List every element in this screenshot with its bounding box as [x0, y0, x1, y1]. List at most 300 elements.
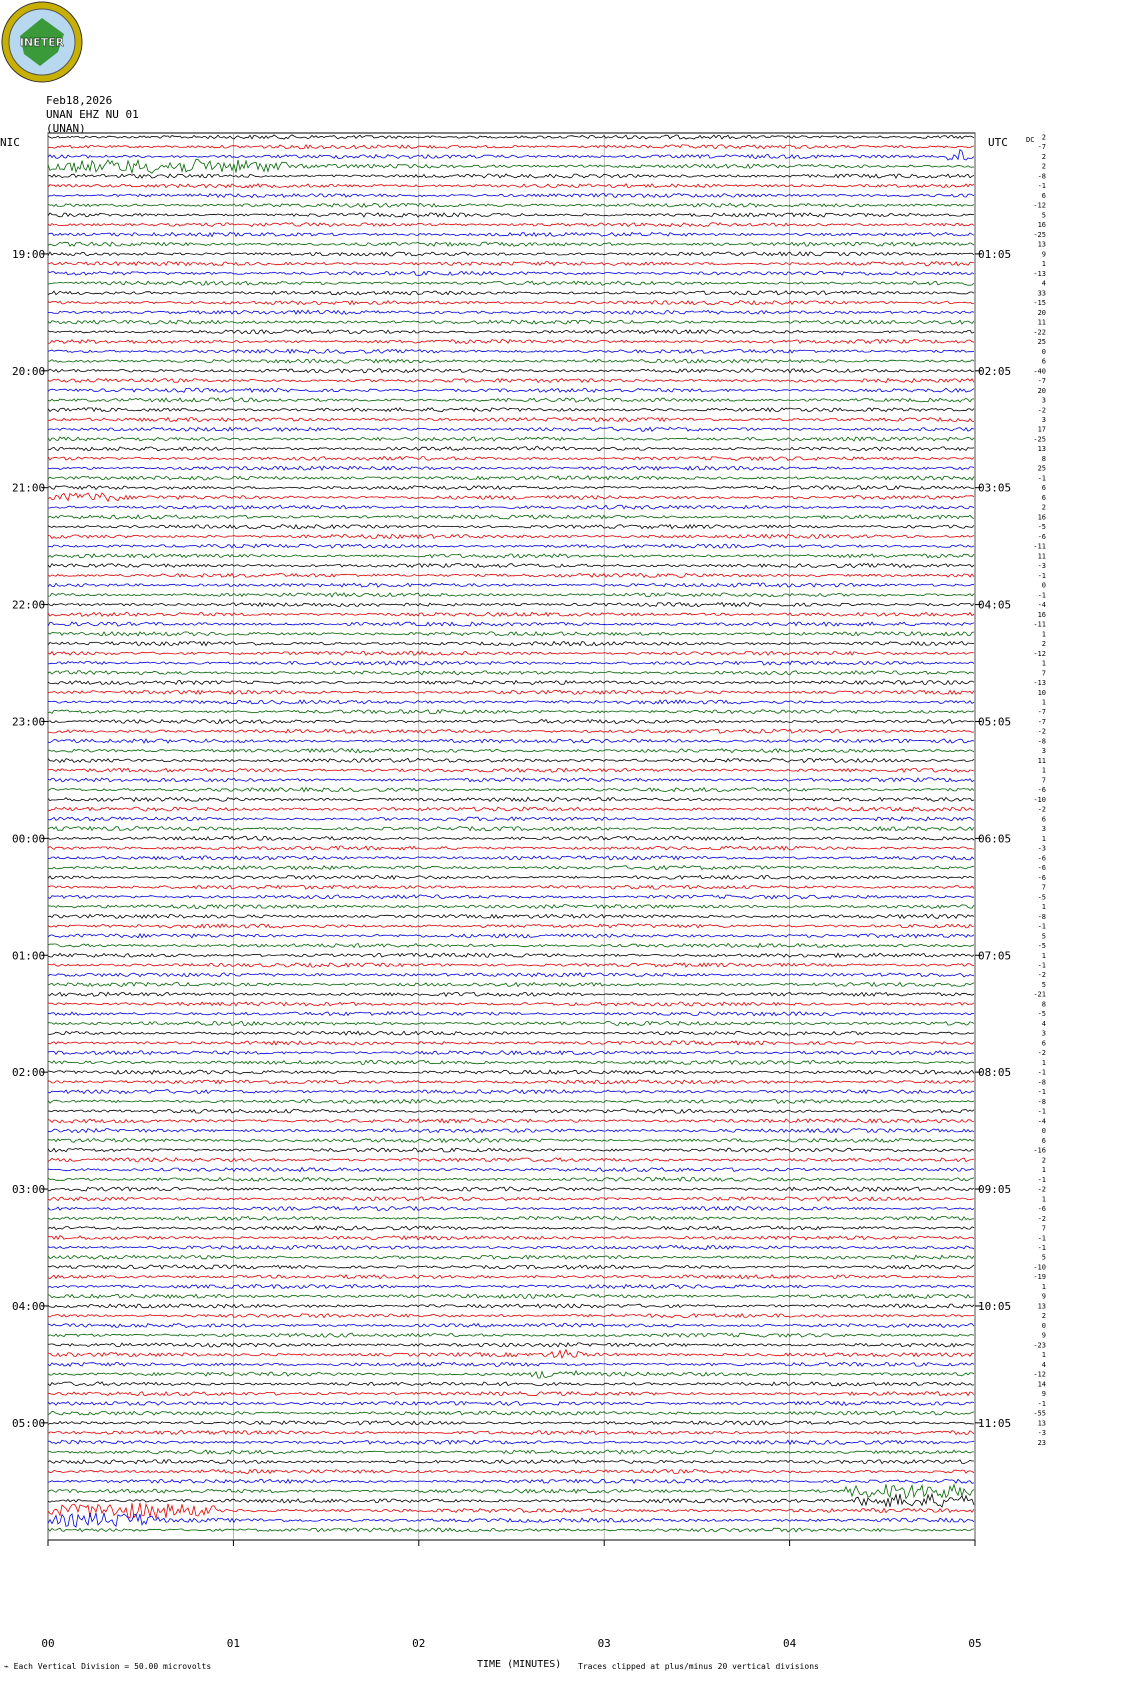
dc-offset-label: -1 — [1037, 1088, 1046, 1097]
left-hour-label: 21:00 — [12, 481, 46, 495]
seismic-trace — [48, 1479, 974, 1483]
seismic-trace — [48, 739, 974, 743]
dc-offset-label: 3 — [1041, 1029, 1046, 1038]
seismic-trace — [48, 262, 974, 266]
seismic-trace — [48, 1484, 974, 1498]
seismic-trace — [48, 1294, 974, 1298]
seismic-trace — [48, 359, 974, 363]
seismic-trace — [48, 1060, 974, 1064]
dc-offset-label: 8 — [1041, 454, 1046, 463]
seismic-trace — [48, 593, 974, 597]
seismic-trace — [48, 690, 974, 694]
dc-offset-label: -12 — [1033, 649, 1046, 658]
dc-offset-label: 7 — [1041, 669, 1046, 678]
seismic-trace — [48, 505, 974, 509]
dc-offset-label: -21 — [1033, 990, 1046, 999]
seismic-trace — [48, 749, 974, 753]
seismic-trace — [48, 710, 974, 714]
seismic-trace — [48, 1099, 974, 1103]
right-hour-label: 03:05 — [978, 481, 1012, 495]
seismic-trace — [48, 1051, 974, 1055]
seismic-trace — [48, 369, 974, 373]
seismic-trace — [48, 1343, 974, 1347]
seismic-trace — [48, 1392, 974, 1396]
dc-offset-label: -5 — [1037, 893, 1046, 902]
seismic-trace — [48, 525, 974, 529]
dc-offset-label: -1 — [1037, 1175, 1046, 1184]
dc-offset-label: 0 — [1041, 1127, 1046, 1136]
dc-offset-label: -15 — [1033, 299, 1046, 308]
plot-frame — [48, 133, 975, 1540]
logo-text: INETER — [19, 36, 65, 49]
dc-offset-label: -6 — [1037, 786, 1046, 795]
seismic-trace — [48, 720, 974, 724]
seismic-trace — [48, 281, 974, 285]
seismic-trace — [48, 252, 974, 256]
dc-offset-label: -2 — [1037, 1185, 1046, 1194]
seismic-trace — [48, 330, 974, 334]
seismic-trace — [48, 564, 974, 568]
dc-offset-label: 1 — [1041, 698, 1046, 707]
seismic-trace — [48, 456, 974, 460]
dc-offset-label: 2 — [1041, 1312, 1046, 1321]
dc-offset-label: 11 — [1037, 552, 1046, 561]
dc-offset-label: -6 — [1037, 532, 1046, 541]
seismic-trace — [48, 953, 974, 957]
seismic-trace — [48, 159, 974, 173]
dc-offset-label: 6 — [1041, 493, 1046, 502]
dc-offset-label: 6 — [1041, 1039, 1046, 1048]
dc-offset-label: 1 — [1041, 1195, 1046, 1204]
left-hour-label: 23:00 — [12, 715, 46, 729]
dc-offset-label: -1 — [1037, 182, 1046, 191]
seismic-trace — [48, 1460, 974, 1464]
dc-offset-label: -8 — [1037, 172, 1046, 181]
seismic-trace — [48, 1041, 974, 1045]
dc-offset-label: 13 — [1037, 1419, 1046, 1428]
dc-offset-label: -2 — [1037, 1214, 1046, 1223]
seismic-trace — [48, 1382, 974, 1386]
x-tick-label: 05 — [968, 1637, 982, 1650]
seismic-trace — [48, 885, 974, 889]
seismic-trace — [48, 349, 974, 353]
seismic-trace — [48, 1138, 974, 1142]
seismic-trace — [48, 924, 974, 928]
seismic-trace — [48, 213, 974, 217]
seismic-trace — [48, 1070, 974, 1074]
dc-offset-label: -40 — [1033, 367, 1046, 376]
seismic-trace — [48, 310, 974, 314]
dc-offset-label: 3 — [1041, 825, 1046, 834]
seismic-trace — [48, 1207, 974, 1211]
dc-offset-label: 3 — [1041, 747, 1046, 756]
scale-note-text: Each Vertical Division = 50.00 microvolts — [13, 1662, 212, 1671]
dc-offset-label: -6 — [1037, 1205, 1046, 1214]
dc-offset-label: -23 — [1033, 1341, 1046, 1350]
x-tick-label: 03 — [597, 1637, 611, 1650]
seismic-trace — [48, 466, 974, 470]
right-hour-label: 09:05 — [978, 1183, 1012, 1197]
dc-offset-label: 33 — [1037, 289, 1046, 298]
seismic-trace — [48, 1236, 974, 1240]
seismic-trace — [48, 1255, 974, 1259]
x-tick-label: 04 — [782, 1637, 797, 1650]
dc-offset-label: 4 — [1041, 1360, 1046, 1369]
dc-offset-label: 7 — [1041, 1224, 1046, 1233]
left-hour-label: 22:00 — [12, 598, 46, 612]
seismic-trace — [48, 1323, 974, 1327]
seismic-trace — [48, 1148, 974, 1152]
seismic-trace — [48, 1012, 974, 1016]
seismic-trace — [48, 408, 974, 412]
dc-offset-label: 14 — [1037, 1380, 1046, 1389]
dc-offset-label: -1 — [1037, 961, 1046, 970]
seismic-trace — [48, 632, 974, 636]
station-channel: UNAN EHZ NU 01 — [46, 108, 139, 121]
seismic-trace — [48, 1350, 974, 1358]
seismic-trace — [48, 301, 974, 305]
seismic-trace — [48, 661, 974, 665]
dc-offset-label: 6 — [1041, 357, 1046, 366]
dc-offset-label: -4 — [1037, 601, 1046, 610]
dc-offset-label: -4 — [1037, 1117, 1046, 1126]
dc-offset-label: -1 — [1037, 474, 1046, 483]
seismic-trace — [48, 1158, 974, 1162]
dc-offset-label: -2 — [1037, 406, 1046, 415]
left-hour-label: 00:00 — [12, 832, 46, 846]
seismic-trace — [48, 534, 974, 538]
seismic-trace — [48, 583, 974, 587]
dc-offset-label: 1 — [1041, 1282, 1046, 1291]
seismic-trace — [48, 671, 974, 675]
left-hour-label: 02:00 — [12, 1066, 46, 1080]
dc-offset-label: -6 — [1037, 873, 1046, 882]
dc-offset-label: 6 — [1041, 191, 1046, 200]
seismic-trace — [48, 1031, 974, 1035]
seismic-trace — [48, 846, 974, 850]
dc-offset-label: -12 — [1033, 1370, 1046, 1379]
seismic-trace — [48, 992, 974, 996]
dc-offset-label: 13 — [1037, 445, 1046, 454]
left-hour-label: 19:00 — [12, 247, 46, 261]
dc-offset-label: 16 — [1037, 610, 1046, 619]
seismic-trace — [48, 768, 974, 772]
seismic-trace — [48, 1314, 974, 1318]
dc-offset-label: 9 — [1041, 1331, 1046, 1340]
seismic-trace — [48, 982, 974, 986]
dc-offset-label: 13 — [1037, 240, 1046, 249]
dc-offset-label: -13 — [1033, 269, 1046, 278]
left-timezone: NIC — [0, 136, 20, 149]
seismic-trace — [48, 1216, 974, 1220]
dc-offset-label: 9 — [1041, 1292, 1046, 1301]
dc-offset-label: -1 — [1037, 591, 1046, 600]
dc-offset-label: -2 — [1037, 971, 1046, 980]
seismic-trace — [48, 788, 974, 792]
dc-offset-label: -3 — [1037, 562, 1046, 571]
dc-offset-label: -6 — [1037, 864, 1046, 873]
dc-offset-label: -19 — [1033, 1273, 1046, 1282]
seismic-trace — [48, 515, 974, 519]
right-hour-label: 06:05 — [978, 832, 1012, 846]
seismic-trace — [48, 194, 974, 198]
seismic-trace — [48, 427, 974, 431]
seismic-trace — [48, 1528, 974, 1532]
seismic-trace — [48, 1265, 974, 1269]
left-hour-label: 03:00 — [12, 1183, 46, 1197]
seismic-trace — [48, 1421, 974, 1425]
dc-offset-label: 2 — [1041, 1156, 1046, 1165]
seismic-trace — [48, 1401, 974, 1405]
seismic-trace — [48, 1129, 974, 1133]
dc-offset-label: 0 — [1041, 581, 1046, 590]
dc-offset-label: 1 — [1041, 903, 1046, 912]
dc-offset-label: 1 — [1041, 260, 1046, 269]
dc-offset-label: 20 — [1037, 386, 1046, 395]
dc-offset-label: -2 — [1037, 727, 1046, 736]
dc-offset-label: 1 — [1041, 1166, 1046, 1175]
seismic-trace — [48, 486, 974, 490]
seismic-trace — [48, 1411, 974, 1415]
seismic-trace — [48, 797, 974, 801]
dc-offset-label: 9 — [1041, 250, 1046, 259]
right-hour-label: 08:05 — [978, 1066, 1012, 1080]
seismic-trace — [48, 145, 974, 149]
seismic-trace — [48, 476, 974, 480]
seismic-trace — [48, 758, 974, 762]
x-tick-label: 00 — [41, 1637, 55, 1650]
dc-offset-label: -5 — [1037, 1010, 1046, 1019]
dc-offset-label: 3 — [1041, 396, 1046, 405]
seismic-trace — [48, 291, 974, 295]
seismic-trace — [48, 573, 974, 577]
seismic-trace — [48, 184, 974, 188]
seismic-trace — [48, 651, 974, 655]
dc-offset-label: 16 — [1037, 221, 1046, 230]
dc-offset-label: 6 — [1041, 1136, 1046, 1145]
dc-offset-label: 10 — [1037, 688, 1046, 697]
seismic-trace — [48, 1304, 974, 1308]
seismic-trace — [48, 554, 974, 558]
seismic-trace — [48, 1440, 974, 1444]
dc-offset-label: 7 — [1041, 776, 1046, 785]
seismic-trace — [48, 817, 974, 821]
seismic-trace — [48, 1450, 974, 1454]
seismic-trace — [48, 905, 974, 909]
seismic-trace — [48, 622, 974, 626]
seismic-trace — [48, 447, 974, 451]
dc-offset-label: -1 — [1037, 1107, 1046, 1116]
dc-offset-label: 20 — [1037, 308, 1046, 317]
seismic-trace — [48, 856, 974, 860]
seismic-trace — [48, 493, 974, 501]
clip-note: Traces clipped at plus/minus 20 vertical divisions — [578, 1662, 819, 1671]
dc-offset-label: 16 — [1037, 513, 1046, 522]
left-hour-label: 04:00 — [12, 1299, 46, 1313]
seismic-trace — [48, 340, 974, 344]
seismic-trace — [48, 1197, 974, 1201]
dc-offset-label: -1 — [1037, 1234, 1046, 1243]
seismic-trace — [48, 963, 974, 967]
seismic-trace — [48, 388, 974, 392]
dc-offset-label: -8 — [1037, 1097, 1046, 1106]
dc-offset-label: 1 — [1041, 834, 1046, 843]
dc-offset-label: 1 — [1041, 630, 1046, 639]
seismic-trace — [48, 642, 974, 646]
dc-offset-label: 8 — [1041, 1000, 1046, 1009]
dc-offset-label: -8 — [1037, 737, 1046, 746]
seismic-trace — [48, 1080, 974, 1084]
dc-offset-label: -7 — [1037, 143, 1046, 152]
seismic-trace — [48, 1513, 974, 1527]
seismic-trace — [48, 681, 974, 685]
right-hour-label: 10:05 — [978, 1299, 1012, 1313]
seismic-trace — [48, 612, 974, 616]
seismic-trace — [48, 1275, 974, 1279]
seismic-trace — [48, 135, 974, 139]
dc-offset-label: 11 — [1037, 756, 1046, 765]
left-hour-label: 01:00 — [12, 949, 46, 963]
dc-offset-label: -1 — [1037, 571, 1046, 580]
seismic-trace — [48, 1177, 974, 1181]
scale-note — [4, 1660, 211, 1673]
dc-offset-label: 2 — [1041, 133, 1046, 142]
seismic-trace — [48, 1494, 974, 1507]
dc-offset-label: 17 — [1037, 425, 1046, 434]
record-date: Feb18,2026 — [46, 94, 113, 107]
dc-offset-label: 6 — [1041, 815, 1046, 824]
x-tick-label: 02 — [412, 1637, 426, 1650]
dc-offset-label: -5 — [1037, 942, 1046, 951]
dc-offset-label: -12 — [1033, 201, 1046, 210]
seismic-trace — [48, 973, 974, 977]
seismic-trace — [48, 1109, 974, 1113]
seismic-trace — [48, 1002, 974, 1006]
dc-offset-label: 1 — [1041, 659, 1046, 668]
seismic-trace — [48, 150, 974, 161]
dc-offset-label: -1 — [1037, 1399, 1046, 1408]
seismic-trace — [48, 1503, 974, 1518]
seismic-trace — [48, 1362, 974, 1366]
right-hour-label: 04:05 — [978, 598, 1012, 612]
seismic-trace — [48, 700, 974, 704]
seismic-trace — [48, 943, 974, 947]
dc-offset-label: -2 — [1037, 805, 1046, 814]
seismic-trace — [48, 827, 974, 831]
seismic-trace — [48, 1470, 974, 1474]
dc-offset-label: 5 — [1041, 980, 1046, 989]
dc-offset-label: -11 — [1033, 542, 1046, 551]
dc-offset-label: -3 — [1037, 1429, 1046, 1438]
dc-offset-label: 0 — [1041, 347, 1046, 356]
dc-offset-label: -25 — [1033, 230, 1046, 239]
dc-offset-label: -7 — [1037, 717, 1046, 726]
dc-offset-label: 2 — [1041, 640, 1046, 649]
seismic-trace — [48, 398, 974, 402]
right-hour-label: 07:05 — [978, 949, 1012, 963]
dc-offset-label: 5 — [1041, 211, 1046, 220]
dc-offset-label: -10 — [1033, 1263, 1046, 1272]
dc-offset-label: -16 — [1033, 1146, 1046, 1155]
seismic-trace — [48, 914, 974, 918]
dc-offset-label: -55 — [1033, 1409, 1046, 1418]
x-tick-label: 01 — [226, 1637, 241, 1650]
seismic-trace — [48, 1333, 974, 1337]
seismic-trace — [48, 437, 974, 441]
dc-offset-label: 2 — [1041, 503, 1046, 512]
seismic-trace — [48, 1284, 974, 1288]
seismic-trace — [48, 417, 974, 421]
seismic-trace — [48, 203, 974, 207]
right-timezone: UTC — [988, 136, 1008, 149]
seismic-trace — [48, 1168, 974, 1172]
dc-offset-label: 1 — [1041, 1058, 1046, 1067]
right-hour-label: 01:05 — [978, 247, 1012, 261]
dc-offset-label: 1 — [1041, 766, 1046, 775]
seismic-trace — [48, 1371, 974, 1378]
right-hour-label: 11:05 — [978, 1416, 1012, 1430]
seismic-trace — [48, 778, 974, 782]
dc-offset-label: 23 — [1037, 1438, 1046, 1447]
right-hour-label: 05:05 — [978, 715, 1012, 729]
seismic-trace — [48, 895, 974, 899]
dc-offset-label: 13 — [1037, 1302, 1046, 1311]
dc-offset-label: -1 — [1037, 922, 1046, 931]
dc-offset-label: -1 — [1037, 1244, 1046, 1253]
dc-offset-label: -3 — [1037, 844, 1046, 853]
dc-offset-label: -13 — [1033, 679, 1046, 688]
dc-offset-label: -10 — [1033, 795, 1046, 804]
station-code: (UNAN) — [46, 122, 86, 135]
seismic-trace — [48, 1187, 974, 1191]
dc-offset-label: 9 — [1041, 1390, 1046, 1399]
dc-offset-label: 5 — [1041, 932, 1046, 941]
seismic-trace — [48, 223, 974, 227]
dc-offset-label: 1 — [1041, 1351, 1046, 1360]
dc-offset-label: 2 — [1041, 152, 1046, 161]
dc-offset-label: -1 — [1037, 1068, 1046, 1077]
seismic-trace — [48, 1119, 974, 1123]
seismic-trace — [48, 242, 974, 246]
seismic-trace — [48, 320, 974, 324]
dc-offset-label: 0 — [1041, 1321, 1046, 1330]
seismic-trace — [48, 271, 974, 275]
seismic-trace — [48, 1021, 974, 1025]
seismic-trace — [48, 379, 974, 383]
seismic-trace — [48, 232, 974, 236]
dc-offset-label: 4 — [1041, 1019, 1046, 1028]
seismic-trace — [48, 875, 974, 879]
dc-offset-label: 2 — [1041, 162, 1046, 171]
seismic-trace — [48, 1226, 974, 1230]
seismic-trace — [48, 603, 974, 607]
dc-offset-label: 11 — [1037, 318, 1046, 327]
dc-offset-label: 4 — [1041, 279, 1046, 288]
seismic-trace — [48, 866, 974, 870]
seismic-trace — [48, 544, 974, 548]
dc-offset-label: -8 — [1037, 1078, 1046, 1087]
dc-offset-label: 25 — [1037, 464, 1046, 473]
dc-offset-header: DC — [1026, 136, 1035, 144]
dc-offset-label: -5 — [1037, 523, 1046, 532]
dc-offset-label: 1 — [1041, 951, 1046, 960]
seismic-trace — [48, 1431, 974, 1435]
seismic-trace — [48, 807, 974, 811]
left-hour-label: 20:00 — [12, 364, 46, 378]
dc-offset-label: -25 — [1033, 435, 1046, 444]
seismic-trace — [48, 1245, 974, 1249]
seismic-trace — [48, 174, 974, 178]
